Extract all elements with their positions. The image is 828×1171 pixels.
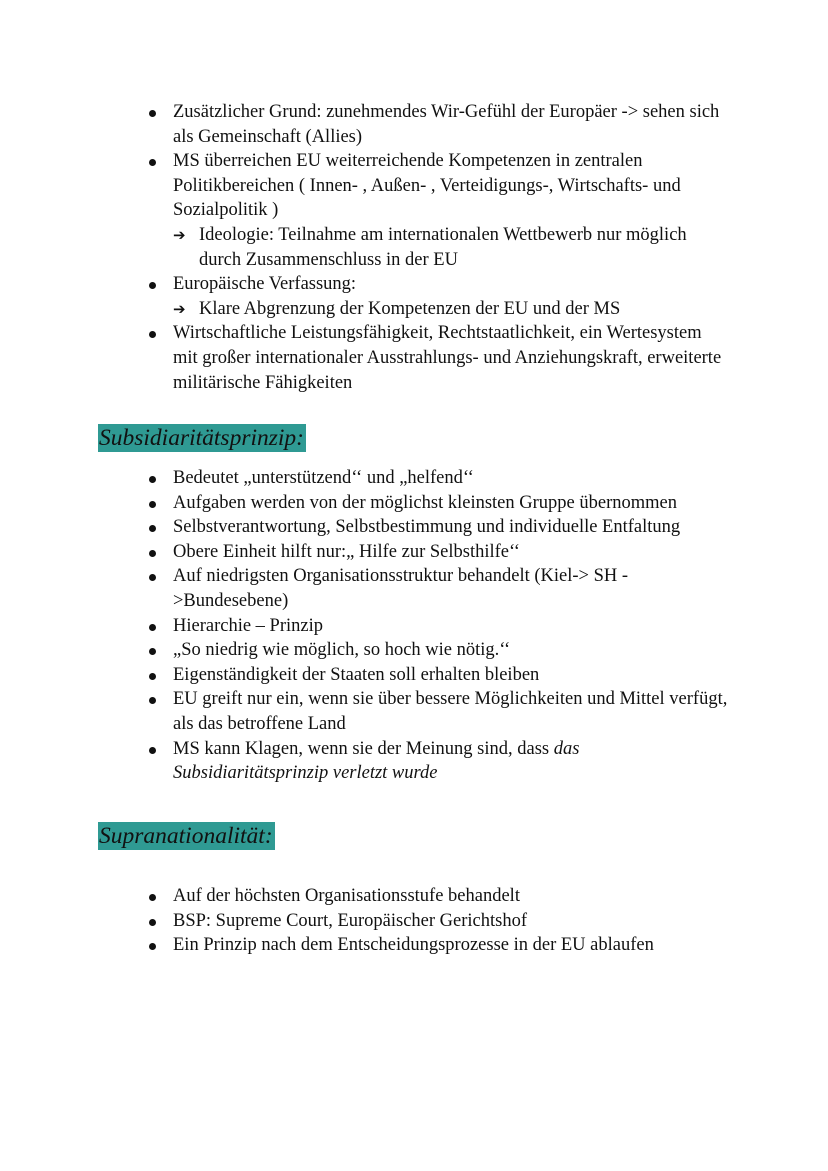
subsidiarity-heading: Subsidiaritätsprinzip: — [99, 425, 305, 451]
list-item — [0, 272, 828, 321]
list-item-text: BSP: Supreme Court, Europäischer Gerichtshof — [173, 910, 528, 931]
arrow-right-icon: ➔ — [173, 225, 186, 244]
bullet-icon — [149, 697, 156, 704]
list-item — [0, 321, 828, 395]
bullet-icon — [149, 525, 156, 532]
reasons-list — [0, 100, 828, 395]
list-item — [0, 515, 828, 540]
bullet-icon — [149, 648, 156, 655]
list-item-text: Auf niedrigsten Organisationsstruktur behandelt (Kiel-> SH ->Bundesebene) — [173, 566, 629, 611]
list-item-text: Europäische Verfassung: — [173, 274, 357, 295]
list-item — [0, 149, 828, 272]
list-item-text: Zusätzlicher Grund: zunehmendes Wir-Gefühl der Europäer -> sehen sich als Gemeinschaft (Allies) — [173, 102, 720, 147]
list-item-text: Auf der höchsten Organisationsstufe behandelt — [173, 886, 520, 906]
list-item-text: MS überreichen EU weiterreichende Kompetenzen in zentralen Politikbereichen ( Innen- , Außen- , Verteidigungs-, Wirtschafts- und Sozialpolitik ) — [173, 151, 681, 221]
bullet-icon — [149, 550, 156, 557]
list-item — [0, 909, 828, 934]
arrow-right-icon: ➔ — [173, 299, 186, 318]
list-item — [0, 466, 828, 491]
list-item — [0, 638, 828, 663]
section-reasons — [0, 100, 828, 395]
list-item-text: MS kann Klagen, wenn sie der Meinung sind, dass — [173, 738, 554, 759]
bullet-icon — [149, 476, 156, 483]
bullet-icon — [149, 894, 156, 901]
supranationality-list — [0, 884, 828, 958]
bullet-icon — [149, 282, 156, 289]
list-item — [0, 737, 828, 786]
bullet-icon — [149, 919, 156, 926]
sub-item — [173, 297, 728, 322]
bullet-icon — [149, 110, 156, 117]
sub-item-text: Ideologie: Teilnahme am internationalen Wettbewerb nur möglich durch Zusammenschluss in der EU — [199, 224, 687, 270]
sub-item-text: Klare Abgrenzung der Kompetenzen der EU und der MS — [199, 298, 621, 319]
list-item — [0, 663, 828, 688]
list-item — [0, 564, 828, 613]
bullet-icon — [149, 501, 156, 508]
list-item — [0, 100, 828, 149]
list-item-text: „So niedrig wie möglich, so hoch wie nötig.‘‘ — [173, 640, 511, 661]
supranationality-heading: Supranationalität: — [99, 823, 273, 849]
section-subsidiarity — [0, 466, 828, 786]
bullet-icon — [149, 574, 156, 581]
subsidiarity-list — [0, 466, 828, 786]
list-item-text: Eigenständigkeit der Staaten soll erhalten bleiben — [173, 664, 540, 685]
list-item-text: Obere Einheit hilft nur:„ Hilfe zur Selbsthilfe‘‘ — [173, 541, 520, 562]
bullet-icon — [149, 159, 156, 166]
bullet-icon — [149, 943, 156, 950]
section-supranationality — [0, 884, 828, 958]
list-item — [0, 614, 828, 639]
bullet-icon — [149, 747, 156, 754]
list-item — [0, 933, 828, 958]
bullet-icon — [149, 673, 156, 680]
list-item — [0, 540, 828, 565]
list-item-text: Aufgaben werden von der möglichst kleinsten Gruppe übernommen — [173, 492, 677, 513]
list-item-text: Ein Prinzip nach dem Entscheidungsprozesse in der EU ablaufen — [173, 935, 654, 956]
list-item — [0, 491, 828, 516]
sub-item — [173, 223, 728, 272]
list-item-text: Hierarchie – Prinzip — [173, 615, 323, 636]
list-item-text: Bedeutet „unterstützend‘‘ und „helfend‘‘ — [173, 468, 474, 488]
bullet-icon — [149, 624, 156, 631]
list-item — [0, 687, 828, 736]
bullet-icon — [149, 331, 156, 338]
list-item — [0, 884, 828, 909]
list-item-text: Selbstverantwortung, Selbstbestimmung und individuelle Entfaltung — [173, 517, 681, 538]
list-item-text: Wirtschaftliche Leistungsfähigkeit, Rechtstaatlichkeit, ein Wertesystem mit großer internationaler Ausstrahlungs- und Anziehungskraft, erweiterte militärische Fähigkeiten — [173, 323, 722, 393]
list-item-text: EU greift nur ein, wenn sie über bessere Möglichkeiten und Mittel verfügt, als das betroffene Land — [173, 689, 728, 734]
list-item-italic-text: das Subsidiaritätsprinzip verletzt wurde — [173, 738, 580, 784]
